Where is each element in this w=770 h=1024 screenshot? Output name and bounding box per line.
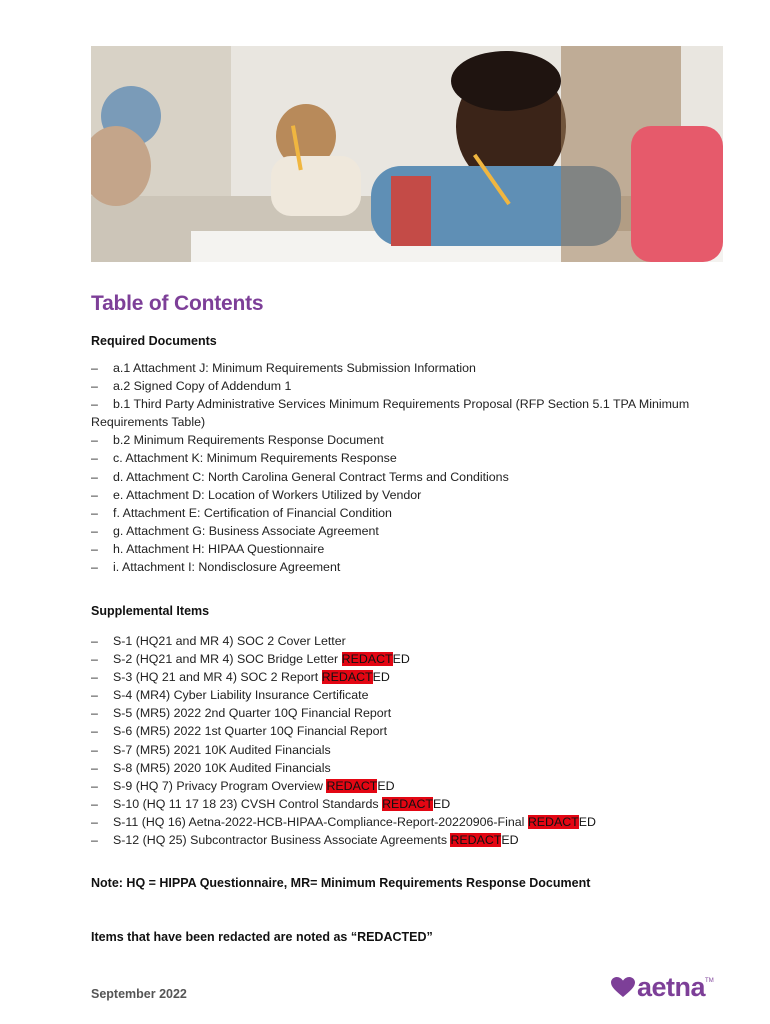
list-item: – S-12 (HQ 25) Subcontractor Business Associate Agreements REDACTED (91, 831, 711, 849)
dash-bullet: – (91, 541, 98, 556)
supplemental-items-list (91, 632, 711, 849)
list-item: – S-1 (HQ21 and MR 4) SOC 2 Cover Letter (91, 632, 711, 650)
list-item: – S-11 (HQ 16) Aetna-2022-HCB-HIPAA-Compliance-Report-20220906-Final REDACTED (91, 813, 711, 831)
dash-bullet: – (91, 505, 98, 520)
redaction-mark: REDACT (450, 833, 502, 848)
list-item: – d. Attachment C: North Carolina General Contract Terms and Conditions (91, 468, 711, 486)
dash-bullet: – (91, 760, 98, 775)
list-item: – S-9 (HQ 7) Privacy Program Overview REDACTED (91, 777, 711, 795)
heart-icon (611, 977, 635, 998)
list-item: – S-10 (HQ 11 17 18 23) CVSH Control Standards REDACTED (91, 795, 711, 813)
redaction-mark: REDACT (326, 778, 378, 793)
dash-bullet: – (91, 796, 98, 811)
redaction-mark: REDACT (382, 796, 434, 811)
list-item: – f. Attachment E: Certification of Financial Condition (91, 504, 711, 522)
list-item: – i. Attachment I: Nondisclosure Agreement (91, 558, 711, 576)
dash-bullet: – (91, 706, 98, 721)
footer-date: September 2022 (91, 987, 187, 1001)
required-documents-list (91, 359, 711, 576)
dash-bullet: – (91, 451, 98, 466)
dash-bullet: – (91, 361, 98, 375)
list-item: – a.2 Signed Copy of Addendum 1 (91, 377, 711, 395)
list-item: – S-5 (MR5) 2022 2nd Quarter 10Q Financial Report (91, 704, 711, 722)
dash-bullet: – (91, 433, 98, 448)
dash-bullet: – (91, 742, 98, 757)
dash-bullet: – (91, 778, 98, 793)
page-title: Table of Contents (91, 292, 264, 315)
list-item: – c. Attachment K: Minimum Requirements Response (91, 449, 711, 467)
list-item: – S-6 (MR5) 2022 1st Quarter 10Q Financial Report (91, 722, 711, 740)
dash-bullet: – (91, 724, 98, 739)
list-item: – g. Attachment G: Business Associate Agreement (91, 522, 711, 540)
list-item: – b.2 Minimum Requirements Response Document (91, 431, 711, 449)
dash-bullet: – (91, 379, 98, 394)
logo-trademark: TM (705, 978, 714, 984)
list-item: – S-7 (MR5) 2021 10K Audited Financials (91, 741, 711, 759)
list-item: – e. Attachment D: Location of Workers Utilized by Vendor (91, 486, 711, 504)
dash-bullet: – (91, 670, 98, 685)
hero-photo (91, 46, 723, 262)
dash-bullet: – (91, 469, 98, 484)
dash-bullet: – (91, 634, 98, 648)
redaction-mark: REDACT (341, 652, 393, 667)
logo-wordmark: aetna (637, 972, 706, 1002)
redaction-mark: REDACT (321, 670, 373, 685)
dash-bullet: – (91, 523, 98, 538)
dash-bullet: – (91, 688, 98, 703)
list-item-continuation: Requirements Table) (91, 415, 206, 430)
list-item: – S-8 (MR5) 2020 10K Audited Financials (91, 759, 711, 777)
list-item: – b.1 Third Party Administrative Services Minimum Requirements Proposal (RFP Section 5.1 TPA Minimum (91, 395, 711, 413)
redaction-mark: REDACT (527, 814, 579, 829)
list-item: – S-4 (MR4) Cyber Liability Insurance Certificate (91, 686, 711, 704)
dash-bullet: – (91, 833, 98, 848)
dash-bullet: – (91, 397, 98, 412)
list-item: – h. Attachment H: HIPAA Questionnaire (91, 540, 711, 558)
dash-bullet: – (91, 652, 98, 667)
dash-bullet: – (91, 487, 98, 502)
dash-bullet: – (91, 560, 98, 575)
aetna-logo (611, 972, 714, 1003)
required-documents-heading: Required Documents (91, 334, 217, 348)
list-item: – a.1 Attachment J: Minimum Requirements Submission Information (91, 359, 711, 377)
abbreviation-note: Note: HQ = HIPPA Questionnaire, MR= Minimum Requirements Response Document (91, 876, 591, 890)
dash-bullet: – (91, 814, 98, 829)
classroom-photo-icon (91, 46, 723, 262)
redaction-note: Items that have been redacted are noted as “REDACTED” (91, 930, 433, 944)
list-item: – S-3 (HQ 21 and MR 4) SOC 2 Report REDACTED (91, 668, 711, 686)
supplemental-items-heading: Supplemental Items (91, 604, 210, 618)
list-item: – S-2 (HQ21 and MR 4) SOC Bridge Letter REDACTED (91, 650, 711, 668)
